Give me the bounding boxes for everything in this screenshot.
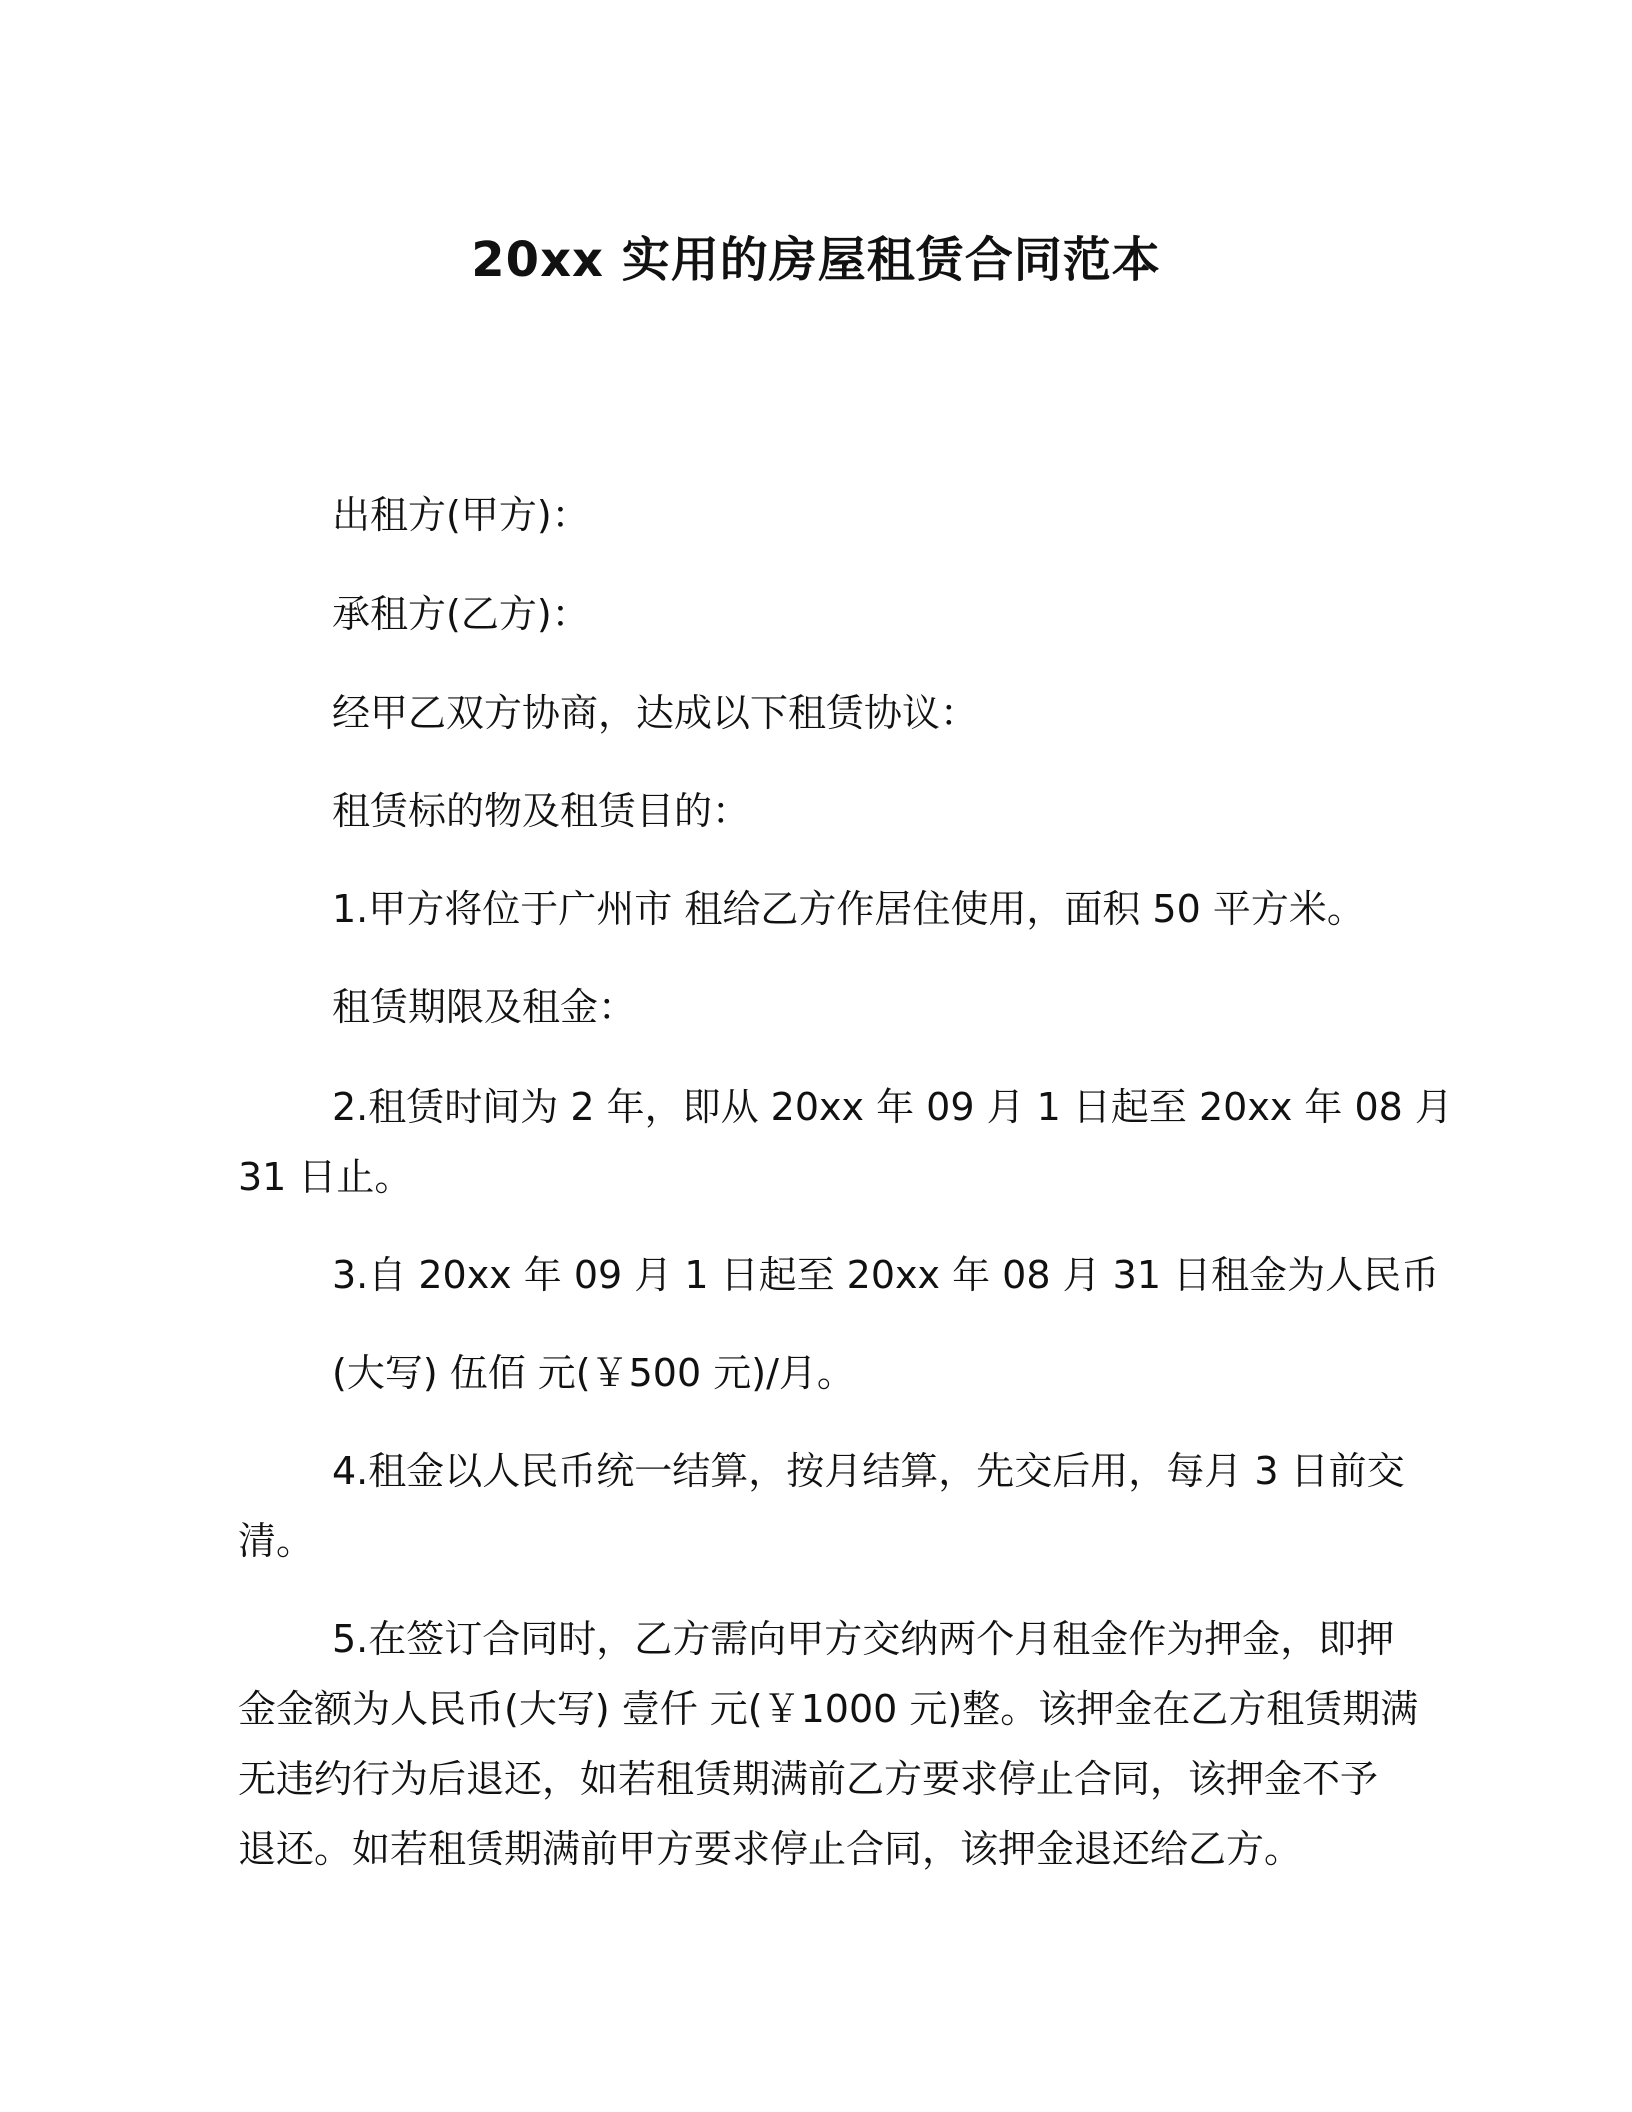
clause-2-line-1: 2.租赁时间为 2 年，即从 20xx 年 09 月 1 日起至 20xx 年 08 月 [332,1085,1453,1129]
clause-3-line-1: 3.自 20xx 年 09 月 1 日起至 20xx 年 08 月 31 日租金为人民币 [332,1253,1440,1297]
section-heading-term: 租赁期限及租金： [332,985,637,1029]
clause-4-line-1: 4.租金以人民币统一结算，按月结算，先交后用，每月 3 日前交 [332,1449,1405,1493]
agreement-intro: 经甲乙双方协商，达成以下租赁协议： [332,691,979,735]
clause-5-line-2: 金金额为人民币(大写) 壹仟 元(￥1000 元)整。该押金在乙方租赁期满 [238,1687,1419,1731]
lessor-line: 出租方(甲方)： [332,493,590,537]
clause-1: 1.甲方将位于广州市 租给乙方作居住使用，面积 50 平方米。 [332,887,1365,931]
clause-5-line-1: 5.在签订合同时，乙方需向甲方交纳两个月租金作为押金，即押 [332,1617,1395,1661]
clause-5-line-4: 退还。如若租赁期满前甲方要求停止合同，该押金退还给乙方。 [238,1827,1303,1871]
clause-3-line-2: (大写) 伍佰 元(￥500 元)/月。 [332,1351,855,1395]
lessee-line: 承租方(乙方)： [332,592,590,636]
clause-4-line-2: 清。 [238,1519,315,1563]
clause-2-line-2: 31 日止。 [238,1155,413,1199]
section-heading-subject: 租赁标的物及租赁目的： [332,789,751,833]
clause-5-line-3: 无违约行为后退还，如若租赁期满前乙方要求停止合同，该押金不予 [238,1757,1379,1801]
document-title: 20xx 实用的房屋租赁合同范本 [471,232,1161,288]
